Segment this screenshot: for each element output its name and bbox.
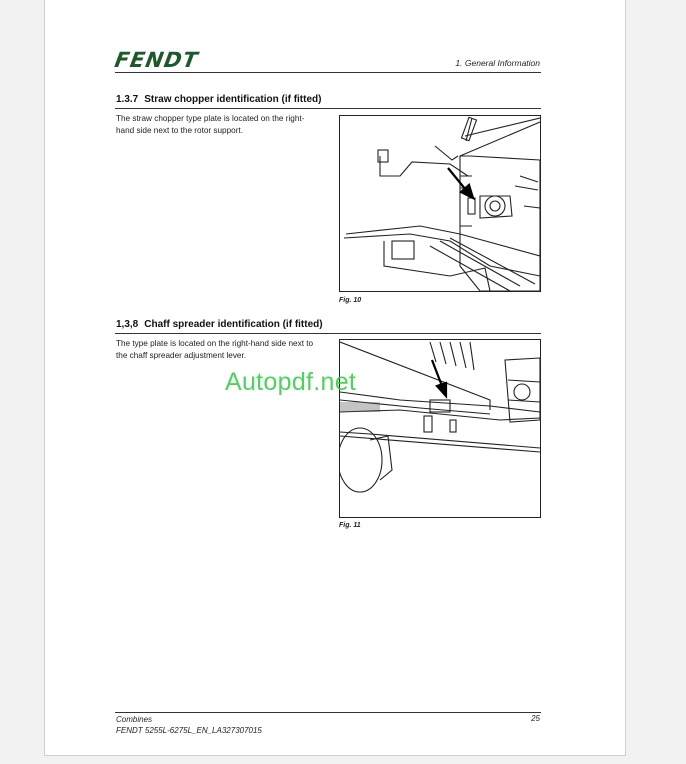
section-number: 1,3,8 [116,319,139,330]
figure-caption: Fig. 11 [339,522,361,529]
section-heading-straw-chopper [116,94,321,105]
chaff-spreader-illustration [340,340,540,517]
section-number: 1.3.7 [116,94,139,105]
footer-divider [115,712,541,713]
section-title: Straw chopper identification (if fitted) [144,94,322,105]
section-paragraph: The straw chopper type plate is located on the right-hand side next to the rotor support. [116,114,305,135]
footer-document-info [116,714,262,736]
figure-straw-chopper [339,115,541,292]
section-divider [115,333,541,334]
watermark: Autopdf.net [225,368,357,396]
footer-line-1: Combines [116,715,153,724]
figure-caption: Fig. 10 [339,297,362,304]
section-divider [115,108,541,109]
fendt-logo: FENDT [112,48,201,72]
footer-line-2: FENDT 5255L-6275L_EN_LA327307015 [116,726,262,735]
page-number: 25 [531,714,540,723]
straw-chopper-illustration [340,116,540,291]
section-paragraph: The type plate is located on the right-hand side next to the chaff spreader adjustment lever. [116,339,314,360]
section-title: Chaff spreader identification (if fitted) [144,319,323,330]
running-header: 1. General Information [455,58,540,68]
section-heading-chaff-spreader [116,319,323,330]
figure-chaff-spreader [339,339,541,518]
header-divider [115,72,541,73]
